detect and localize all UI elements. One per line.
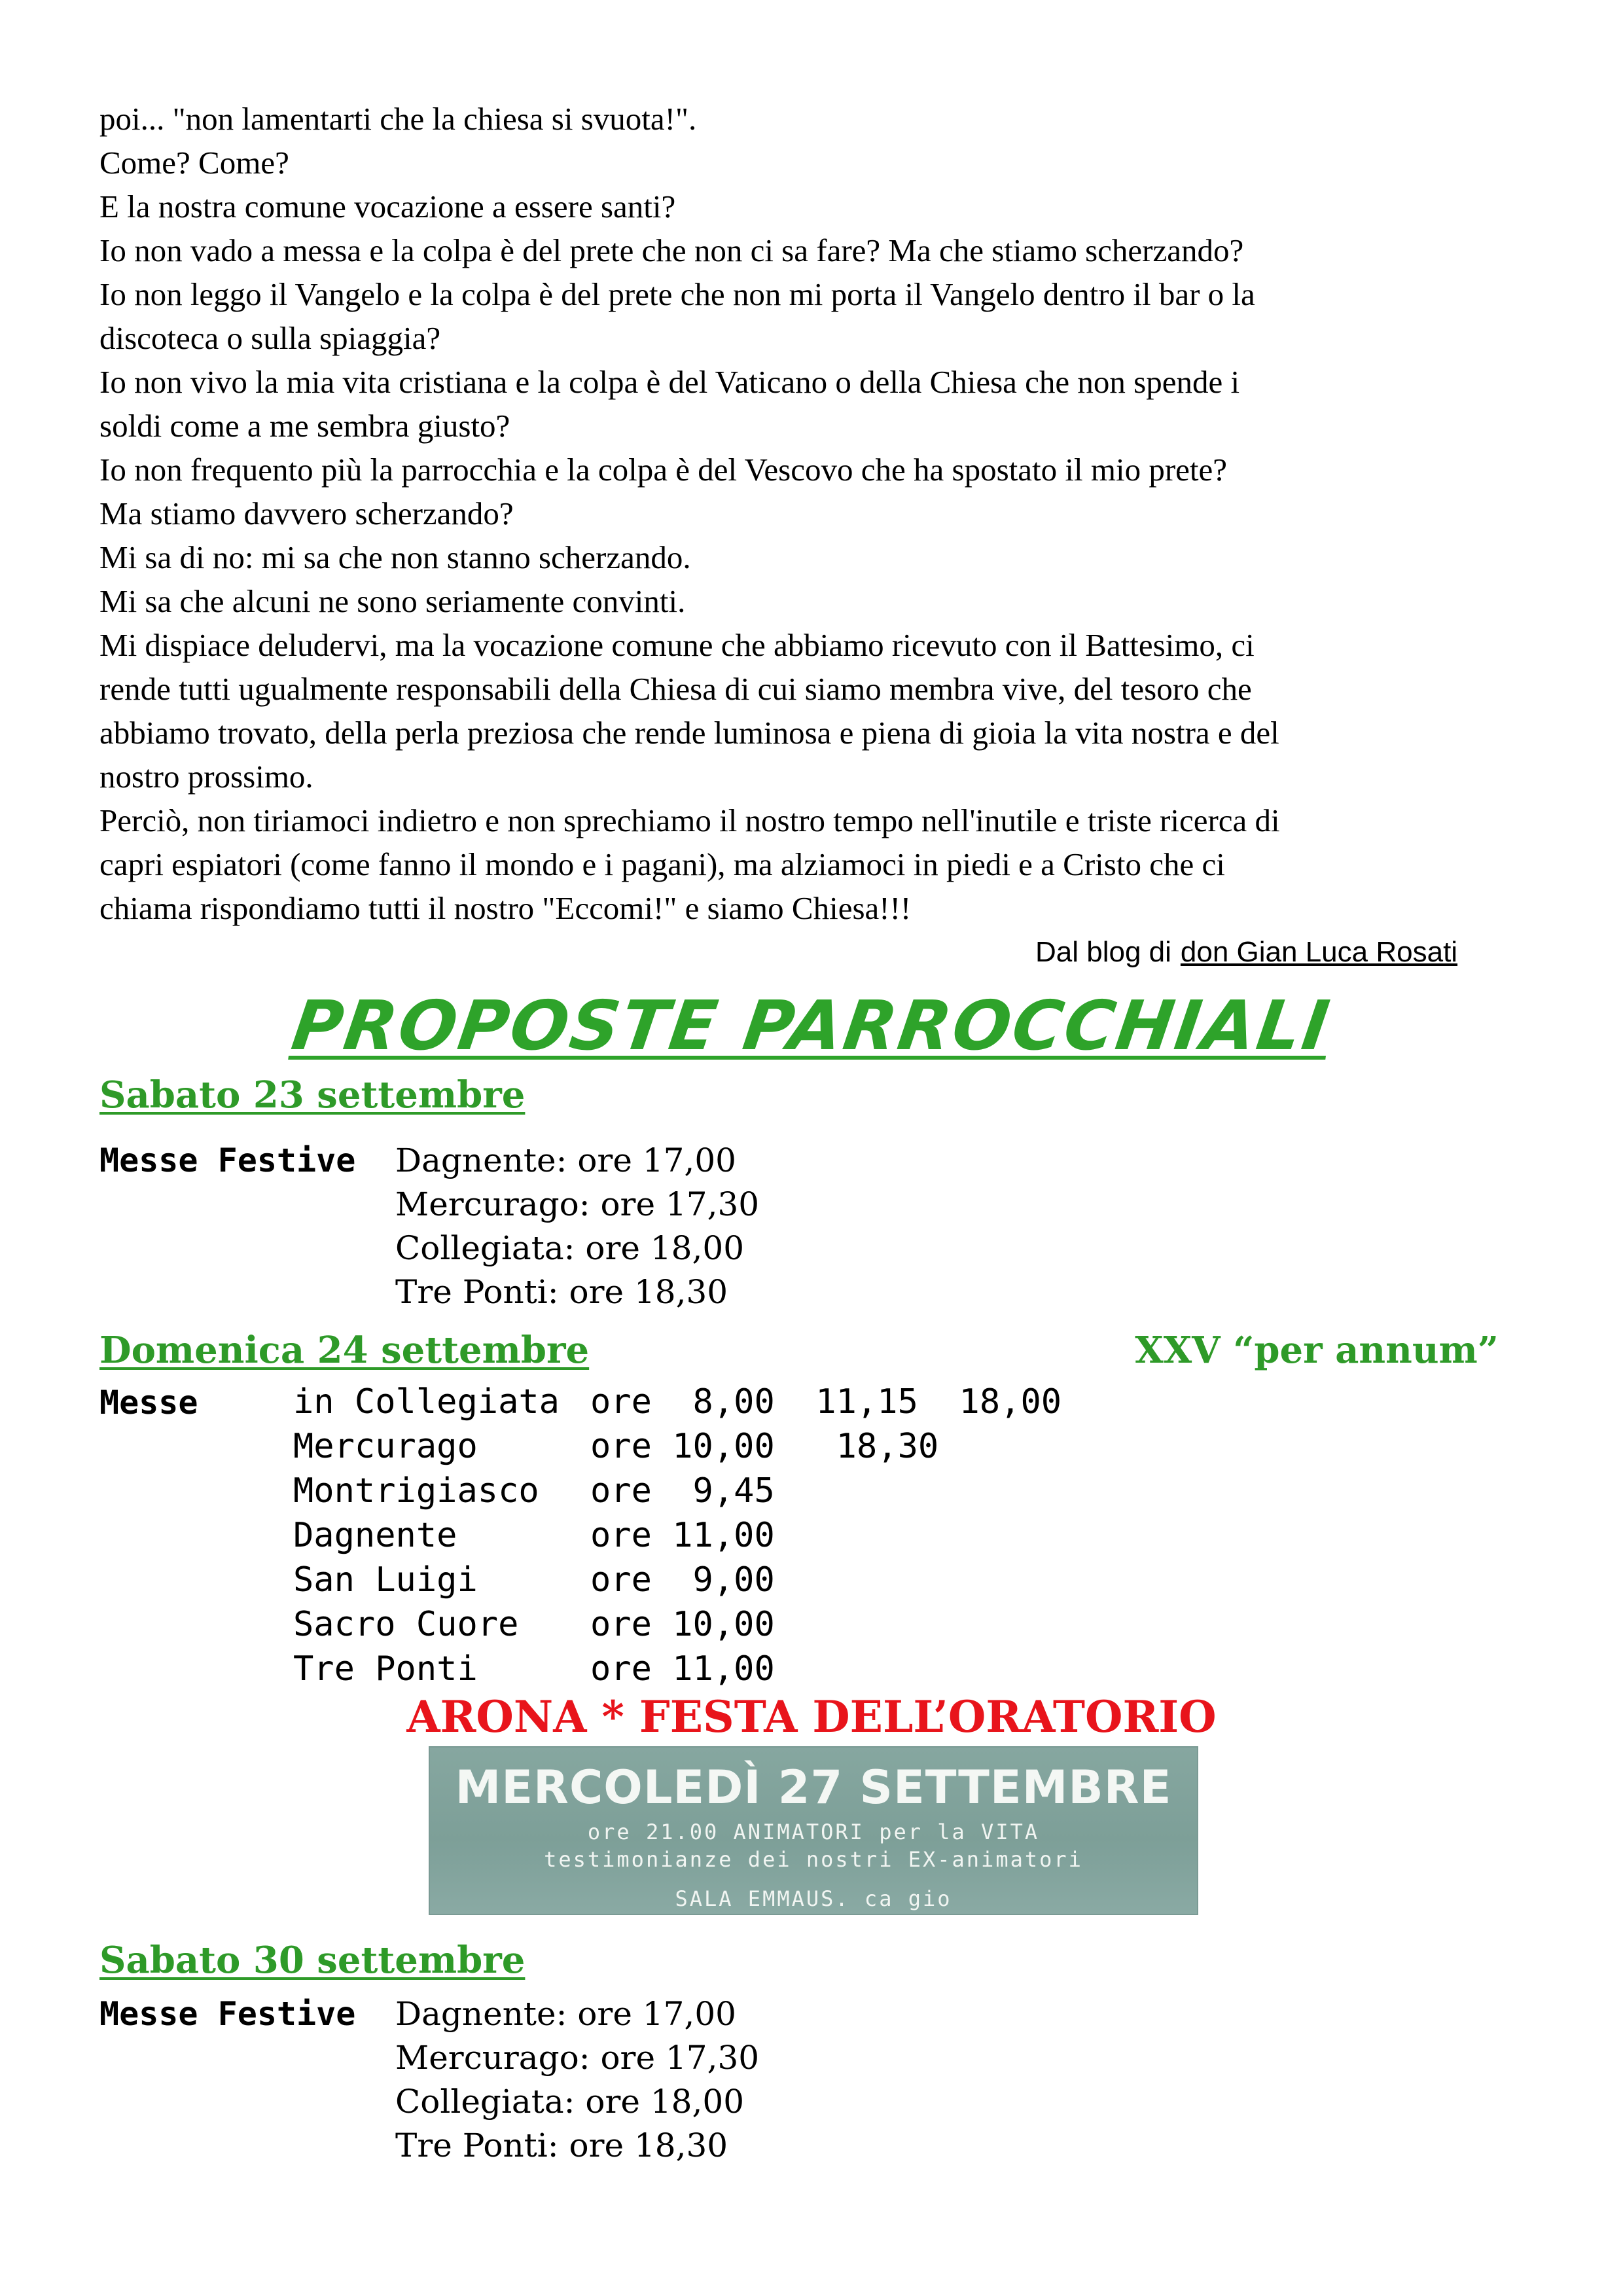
sunday-times: ore 11,00 <box>590 1649 775 1689</box>
event-line: SALA EMMAUS. ca gio <box>675 1886 952 1911</box>
saturday-2-line: Collegiata: ore 18,00 <box>395 2083 745 2121</box>
attribution <box>1035 936 1457 969</box>
sunday-place: Sacro Cuore <box>293 1605 519 1644</box>
sunday-times: ore 10,00 <box>590 1605 775 1644</box>
sunday-place: Dagnente <box>293 1516 457 1555</box>
sunday-times: ore 11,00 <box>590 1516 775 1555</box>
sunday-place: in Collegiata <box>293 1382 560 1422</box>
event-line: ore 21.00 ANIMATORI per la VITA <box>587 1820 1040 1844</box>
sunday-place: Montrigiasco <box>293 1471 539 1511</box>
sunday-times: ore 9,00 <box>590 1560 775 1600</box>
sunday-place: Tre Ponti <box>293 1649 478 1689</box>
saturday-2-heading: Sabato 30 settembre <box>99 1939 526 1982</box>
attribution-author-link[interactable]: don Gian Luca Rosati <box>1180 936 1458 968</box>
attribution-prefix: Dal blog di <box>1035 936 1171 968</box>
saturday-1-line: Collegiata: ore 18,00 <box>395 1229 745 1267</box>
event-banner <box>429 1746 1198 1915</box>
event-date: MERCOLEDÌ 27 SETTEMBRE <box>455 1761 1172 1814</box>
page-title: PROPOSTE PARROCCHIALI <box>287 986 1336 1066</box>
saturday-1-line: Dagnente: ore 17,00 <box>395 1141 736 1179</box>
liturgy-label: XXV “per annum” <box>1135 1329 1499 1372</box>
sunday-times: ore 8,00 11,15 18,00 <box>590 1382 1062 1422</box>
saturday-1-line: Mercurago: ore 17,30 <box>395 1185 760 1223</box>
sunday-label: Messe <box>99 1384 198 1422</box>
article-paragraph: poi... "non lamentarti che la chiesa si svuota!". Come? Come? E la nostra comune vocazione a essere santi? Io non vado a messa e la colpa è del prete che non ci sa fare? Ma che stiamo scherzando? Io non leggo il Vangelo e la colpa è del prete che non mi porta il Vangelo dentro il bar o la discoteca o sulla spiaggia? Io non vivo la mia vita cristiana e la colpa è del Vaticano o della Chiesa che non spende i soldi come a me sembra giusto? Io non frequento più la parrocchia e la colpa è del Vescovo che ha spostato il mio prete? Ma stiamo davvero scherzando? Mi sa di no: mi sa che non stanno scherzando. Mi sa che alcuni ne sono seriamente convinti. Mi dispiace deludervi, ma la vocazione comune che abbiamo ricevuto con il Battesimo, ci rende tutti ugualmente responsabili della Chiesa di cui siamo membra vive, del tesoro che abbiamo trovato, della perla preziosa che rende luminosa e piena di gioia la vita nostra e del nostro prossimo. Perciò, non tiriamoci indietro e non sprechiamo il nostro tempo nell'inutile e triste ricerca di capri espiatori (come fanno il mondo e i pagani), ma alziamoci in piedi e a Cristo che ci chiama rispondiamo tutti il nostro "Eccomi!" e siamo Chiesa!!! <box>99 101 1280 926</box>
saturday-1-label: Messe Festive <box>99 1141 356 1179</box>
saturday-1-heading: Sabato 23 settembre <box>99 1073 526 1117</box>
saturday-1-line: Tre Ponti: ore 18,30 <box>395 1273 728 1311</box>
saturday-2-line: Mercurago: ore 17,30 <box>395 2039 760 2077</box>
event-line: testimonianze dei nostri EX-animatori <box>544 1847 1083 1872</box>
sunday-place: Mercurago <box>293 1427 478 1466</box>
sunday-times: ore 10,00 18,30 <box>590 1427 939 1466</box>
saturday-2-line: Tre Ponti: ore 18,30 <box>395 2126 728 2164</box>
sunday-heading: Domenica 24 settembre <box>99 1329 590 1372</box>
saturday-2-line: Dagnente: ore 17,00 <box>395 1995 736 2033</box>
sunday-times: ore 9,45 <box>590 1471 775 1511</box>
saturday-2-label: Messe Festive <box>99 1995 356 2033</box>
sunday-place: San Luigi <box>293 1560 478 1600</box>
festa-oratorio-heading: ARONA * FESTA DELL’ORATORIO <box>406 1691 1217 1742</box>
article-text <box>99 97 1513 930</box>
